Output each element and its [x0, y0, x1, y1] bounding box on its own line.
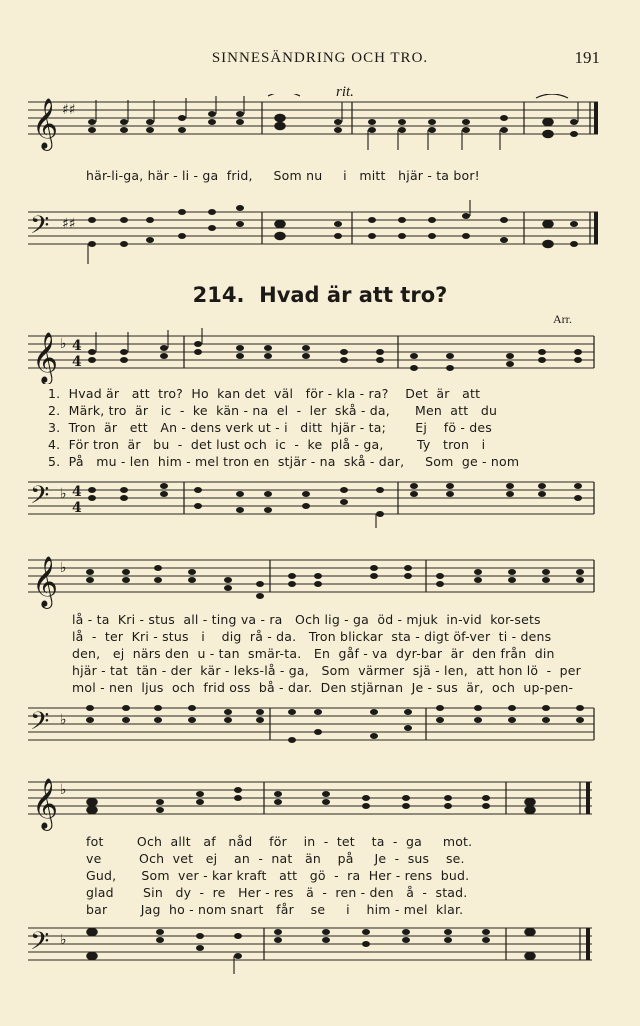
tempo-marking: rit. [336, 84, 354, 100]
hymn-title [0, 283, 640, 307]
system3-treble-staff [0, 774, 640, 834]
verse-4-line: hjär - tat tän - der kär - leks-lå - ga, Som värmer sjä - len, att hon lö - per [72, 663, 582, 678]
system1-treble-staff [0, 328, 640, 384]
verse-3-line: Gud, Som ver - kar kraft att gö - ra Her - rens bud. [86, 868, 470, 883]
verse-1-line: fot Och allt af nåd för in - tet ta - ga mot. [86, 834, 473, 849]
verse-5-line: 5. På mu - len him - mel tron en stjär - na skå - dar, Som ge - nom [48, 454, 520, 469]
svg-text:𝄞: 𝄞 [32, 332, 59, 383]
system2-treble-staff [0, 552, 640, 612]
svg-text:♭: ♭ [60, 782, 67, 798]
verse-1-line: 1. Hvad är att tro? Ho kan det väl för - kla - ra? Det är att [48, 386, 481, 401]
svg-text:𝄞: 𝄞 [32, 778, 59, 829]
svg-text:𝄢: 𝄢 [30, 481, 50, 516]
top-treble-staff [0, 94, 640, 166]
verse-2-line: lå - ter Kri - stus i dig rå - da. Tron blickar sta - digt öf-ver ti - dens [72, 629, 552, 644]
top-bass-staff [0, 200, 640, 270]
svg-text:𝄢: 𝄢 [30, 927, 50, 962]
svg-text:4: 4 [72, 338, 82, 354]
verse-2-line: ve Och vet ej an - nat än på Je - sus se. [86, 851, 465, 866]
verse-5-line: bar Jag ho - nom snart får se i him - mel klar. [86, 902, 464, 917]
svg-text:♭: ♭ [60, 712, 67, 728]
bass-clef-icon: 𝄢 [30, 211, 50, 246]
svg-text:♭: ♭ [60, 560, 67, 576]
verse-2-line: 2. Märk, tro är ic - ke kän - na el - ler skå - da, Men att du [48, 403, 498, 418]
verse-4-line: 4. För tron är bu - det lust och ic - ke plå - ga, Ty tron i [48, 437, 486, 452]
system2-bass-staff [0, 700, 640, 756]
svg-text:4: 4 [72, 500, 82, 516]
page-number: 191 [574, 48, 600, 67]
arranger-credit: Arr. [553, 312, 572, 326]
svg-text:♭: ♭ [60, 932, 67, 948]
svg-text:♯♯: ♯♯ [62, 102, 76, 118]
system3-bass-staff [0, 920, 640, 980]
verse-3-line: den, ej närs den u - tan smär-ta. En gåf - va dyr-bar är den från din [72, 646, 555, 661]
verse-3-line: 3. Tron är ett An - dens verk ut - i ditt hjär - ta; Ej fö - des [48, 420, 492, 435]
hymn-name: Hvad är att tro? [259, 283, 448, 307]
svg-text:♯♯: ♯♯ [62, 216, 76, 232]
svg-text:♭: ♭ [60, 336, 67, 352]
svg-text:𝄢: 𝄢 [30, 707, 50, 742]
hymn-number: 214. [192, 283, 245, 307]
svg-text:𝄞: 𝄞 [32, 556, 59, 607]
running-head: SINNESÄNDRING OCH TRO. [211, 50, 429, 66]
svg-text:♭: ♭ [60, 486, 67, 502]
treble-clef-icon: 𝄞 [32, 98, 59, 149]
svg-text:4: 4 [72, 484, 82, 500]
verse-4-line: glad Sin dy - re Her - res ä - ren - den å - stad. [86, 885, 468, 900]
system1-bass-staff [0, 474, 640, 530]
verse-1-line: lå - ta Kri - stus all - ting va - ra Och lig - ga öd - mjuk in-vid kor-sets [72, 612, 541, 627]
verse-5-line: mol - nen ljus och frid oss bå - dar. Den stjärnan Je - sus är, och up-pen- [72, 680, 574, 695]
top-system-lyrics: här-li-ga, här - li - ga frid, Som nu i mitt hjär - ta bor! [86, 168, 480, 183]
svg-text:4: 4 [72, 354, 82, 370]
